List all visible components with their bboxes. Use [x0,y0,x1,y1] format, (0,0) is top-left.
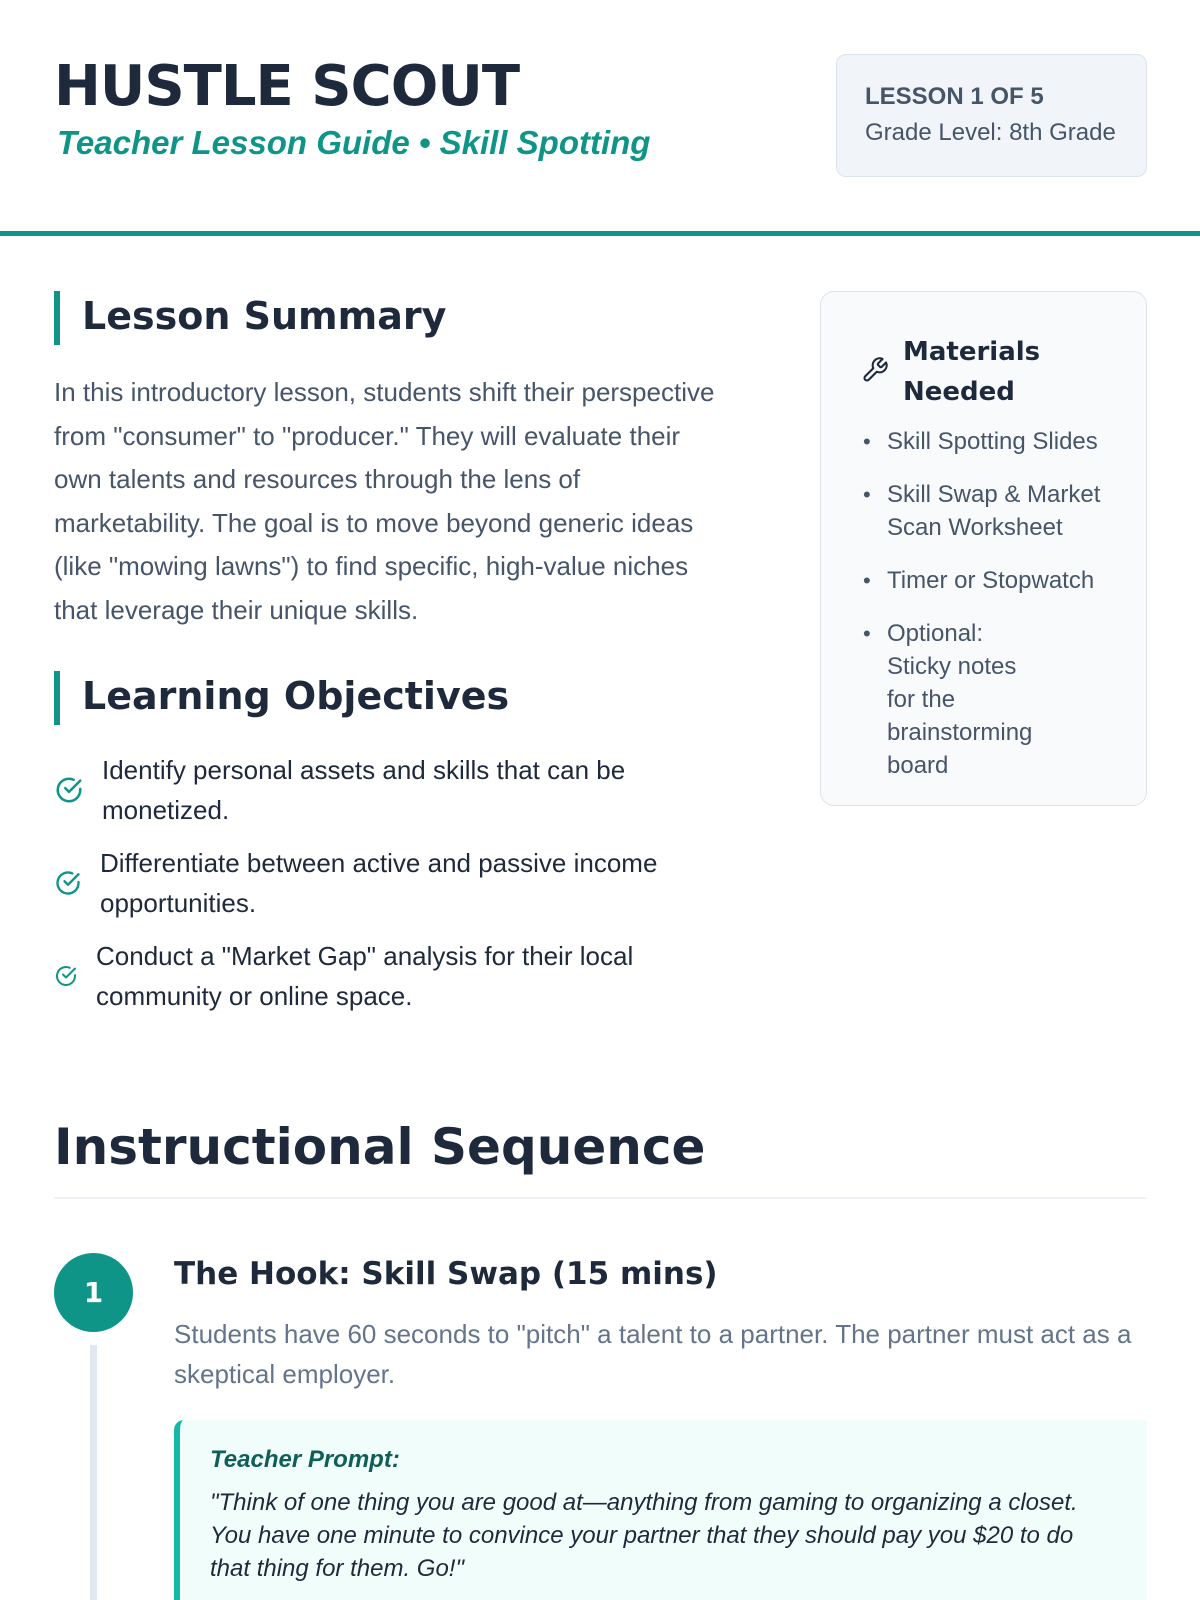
materials-item: • Skill Swap & Market Scan Worksheet [861,478,1131,544]
brand-title: HUSTLE SCOUT [54,54,520,119]
materials-item-text: Optional: Sticky notes for the brainstorming board [887,620,1033,779]
teacher-prompt-box [174,1420,1147,1600]
lesson-info-box [836,54,1147,177]
lesson-number: LESSON 1 OF 5 [865,83,1044,110]
wrench-icon [861,356,889,389]
objectives-list [54,750,744,1029]
page-header [0,0,1200,236]
objective-item [54,936,744,1016]
learning-objectives-heading: Learning Objectives [54,671,509,725]
objective-item [54,843,744,923]
step-timeline-line [90,1345,97,1600]
check-circle-icon [54,964,78,988]
lesson-summary-heading: Lesson Summary [54,291,446,345]
objective-text: Identify personal assets and skills that can be monetized. [102,755,626,825]
objective-text: Differentiate between active and passive income opportunities. [100,848,658,918]
check-circle-icon [54,869,84,897]
grade-level: Grade Level: 8th Grade [865,119,1116,146]
teacher-prompt-label: Teacher Prompt: [210,1446,400,1473]
materials-item-text: Skill Swap & Market Scan Worksheet [887,481,1101,541]
check-circle-icon [54,775,84,805]
materials-list [861,425,1131,802]
materials-item: • Timer or Stopwatch [861,564,1131,597]
materials-item-text: Timer or Stopwatch [887,567,1095,594]
teacher-prompt-text: "Think of one thing you are good at—anything from gaming to organizing a closet. You have one minute to convince your partner that they should pay you $20 to do that thing for them. Go!" [210,1489,1078,1582]
step-number-badge: 1 [54,1253,133,1332]
materials-item: • Optional: Sticky notes for the brainstorming board [861,617,1051,782]
section-divider [54,1197,1147,1199]
materials-item: • Skill Spotting Slides [861,425,1131,458]
materials-card [820,291,1147,806]
brand-subtitle: Teacher Lesson Guide • Skill Spotting [57,124,651,161]
instructional-sequence-heading: Instructional Sequence [54,1118,706,1176]
objective-text: Conduct a "Market Gap" analysis for their local community or online space. [96,941,634,1011]
materials-heading: Materials Needed [903,337,1041,407]
materials-header [861,332,1053,412]
objective-item [54,750,744,830]
step-description: Students have 60 seconds to "pitch" a talent to a partner. The partner must act as a skeptical employer. [174,1319,1132,1389]
materials-item-text: Skill Spotting Slides [887,428,1098,455]
step-title: The Hook: Skill Swap (15 mins) [174,1256,718,1292]
lesson-summary-text: In this introductory lesson, students shift their perspective from "consumer" to "producer." They will evaluate their own talents and resources through the lens of marketability. The goal is to move beyond generic ideas (like "mowing lawns") to find specific, high-value niches that leverage their unique skills. [54,377,715,625]
